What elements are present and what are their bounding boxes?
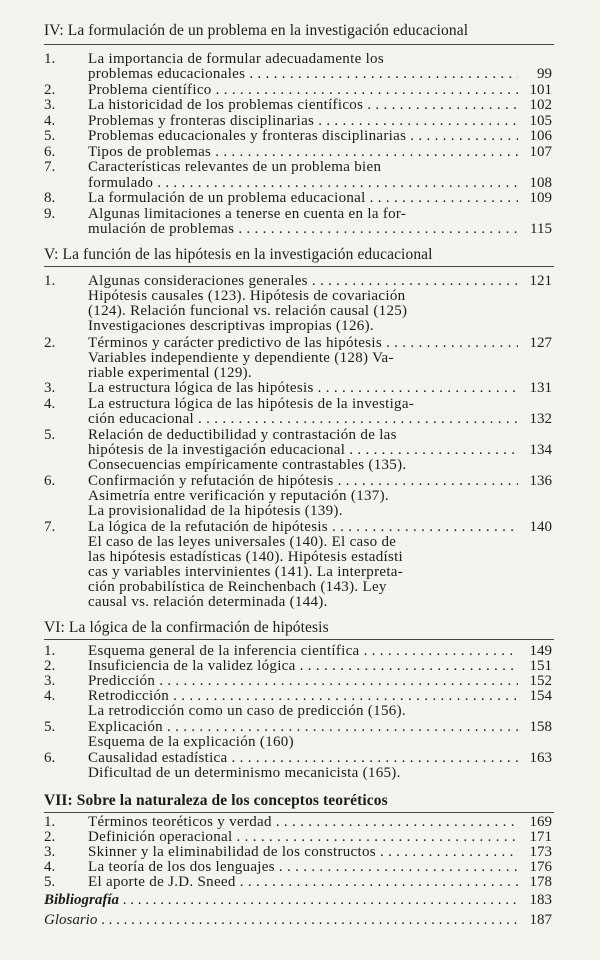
entry-text: Problemas y fronteras disciplinarias . . . [88, 114, 518, 129]
entry-text: Relación de deductibilidad y contrastación de las [88, 427, 397, 443]
chapter-title: VI: La lógica de la confirmación de hipótesis [44, 619, 329, 636]
entry-text: Confirmación y refutación de hipótesis . . . [88, 474, 518, 489]
page-number: 169 [529, 814, 552, 830]
entry-number: 2. [44, 829, 56, 845]
entry-number: 6. [44, 473, 56, 489]
entry-number: 7. [44, 159, 56, 175]
entry-subtext: Variables independiente y dependiente (128) Va- [88, 350, 394, 366]
entry-text: La historicidad de los problemas científicos . . . [88, 98, 518, 113]
page-number: 131 [529, 380, 552, 396]
divider [44, 812, 554, 813]
page-number: 101 [529, 82, 552, 98]
entry-number: 5. [44, 719, 56, 735]
entry-text: Predicción . . . [88, 674, 518, 689]
entry-number: 4. [44, 688, 56, 704]
entry-number: 9. [44, 206, 56, 222]
entry-subtext: (124). Relación funcional vs. relación causal (125) [88, 303, 408, 319]
page-number: 109 [529, 190, 552, 206]
divider [44, 44, 554, 45]
page-number: 149 [529, 643, 552, 659]
entry-number: 8. [44, 190, 56, 206]
page-number: 140 [529, 519, 552, 535]
entry-number: 5. [44, 427, 56, 443]
entry-text: La importancia de formular adecuadamente los [88, 51, 384, 67]
entry-text: ción educacional . . . [88, 412, 518, 427]
chapter-title: VII: Sobre la naturaleza de los conceptos teoréticos [44, 792, 388, 809]
entry-number: 3. [44, 844, 56, 860]
page-number: 102 [529, 97, 552, 113]
entry-text: Tipos de problemas . . . [88, 145, 518, 160]
entry-text: Skinner y la eliminabilidad de los constructos . . . [88, 845, 518, 860]
entry-subtext: Consecuencias empíricamente contrastables (135). [88, 457, 407, 473]
entry-text: Explicación . . . [88, 720, 518, 735]
entry-subtext: Esquema de la explicación (160) [88, 734, 294, 750]
page-number: 136 [529, 473, 552, 489]
chapter-title: V: La función de las hipótesis en la investigación educacional [44, 246, 433, 263]
page-number: 171 [529, 829, 552, 845]
entry-text: Términos teoréticos y verdad . . . [88, 815, 518, 830]
entry-text: Esquema general de la inferencia científica . . . [88, 644, 518, 659]
entry-text: El aporte de J.D. Sneed . . . [88, 875, 518, 890]
entry-number: 6. [44, 750, 56, 766]
entry-subtext: Asimetría entre verificación y reputación (137). [88, 488, 389, 504]
entry-text: Términos y carácter predictivo de las hipótesis . . . [88, 336, 518, 351]
entry-text: Retrodicción . . . [88, 689, 518, 704]
divider [44, 266, 554, 267]
entry-text: problemas educacionales . . . [88, 67, 518, 82]
entry-subtext: Dificultad de un determinismo mecanicista (165). [88, 765, 401, 781]
entry-subtext: ción probabilística de Reinchenbach (143). Ley [88, 579, 387, 595]
chapter-title: IV: La formulación de un problema en la investigación educacional [44, 22, 469, 39]
glossary-entry: Glosario . . . [44, 913, 519, 928]
page-number: 134 [529, 442, 552, 458]
entry-text: La estructura lógica de las hipótesis de la investiga- [88, 396, 415, 412]
page-number: 178 [529, 874, 552, 890]
entry-text: La formulación de un problema educacional . . . [88, 191, 518, 206]
page-number: 187 [529, 912, 552, 928]
entry-number: 5. [44, 128, 56, 144]
page-number: 121 [529, 273, 552, 289]
entry-text: Algunas consideraciones generales . . . [88, 274, 518, 289]
entry-text: La estructura lógica de las hipótesis . . . [88, 381, 518, 396]
bibliography-entry: Bibliografía . . . [44, 893, 519, 908]
page-number: 107 [529, 144, 552, 160]
entry-number: 4. [44, 859, 56, 875]
entry-number: 3. [44, 380, 56, 396]
page-number: 106 [529, 128, 552, 144]
entry-number: 3. [44, 97, 56, 113]
entry-number: 1. [44, 273, 56, 289]
page-number: 105 [529, 113, 552, 129]
entry-text: Problema científico . . . [88, 83, 518, 98]
page-number: 183 [529, 892, 552, 908]
entry-subtext: Investigaciones descriptivas impropias (126). [88, 318, 374, 334]
entry-number: 1. [44, 51, 56, 67]
entry-text: mulación de problemas . . . [88, 222, 518, 237]
entry-text: Problemas educacionales y fronteras disciplinarias . . . [88, 129, 518, 144]
entry-number: 3. [44, 673, 56, 689]
entry-subtext: La provisionalidad de la hipótesis (139). [88, 503, 343, 519]
entry-subtext: La retrodicción como un caso de predicción (156). [88, 703, 406, 719]
page-number: 99 [537, 66, 552, 82]
entry-number: 6. [44, 144, 56, 160]
entry-text: Definición operacional . . . [88, 830, 518, 845]
entry-number: 4. [44, 113, 56, 129]
entry-text: La lógica de la refutación de hipótesis . . . [88, 520, 518, 535]
entry-text: Causalidad estadística . . . [88, 751, 518, 766]
page-number: 115 [530, 221, 552, 237]
entry-number: 2. [44, 82, 56, 98]
page-number: 173 [529, 844, 552, 860]
entry-text: Insuficiencia de la validez lógica . . . [88, 659, 518, 674]
entry-subtext: El caso de las leyes universales (140). El caso de [88, 534, 397, 550]
entry-text: Algunas limitaciones a tenerse en cuenta en la for- [88, 206, 407, 222]
page-number: 158 [529, 719, 552, 735]
entry-number: 7. [44, 519, 56, 535]
entry-subtext: cas y variables intervinientes (141). La interpreta- [88, 564, 404, 580]
entry-text: formulado . . . [88, 176, 518, 191]
entry-number: 2. [44, 335, 56, 351]
page-number: 163 [529, 750, 552, 766]
entry-number: 1. [44, 814, 56, 830]
page-number: 108 [529, 175, 552, 191]
entry-text: La teoría de los dos lenguajes . . . [88, 860, 518, 875]
entry-number: 2. [44, 658, 56, 674]
entry-subtext: las hipótesis estadísticas (140). Hipótesis estadísti [88, 549, 404, 565]
page-number: 151 [529, 658, 552, 674]
page-number: 154 [529, 688, 552, 704]
page-number: 176 [529, 859, 552, 875]
entry-number: 5. [44, 874, 56, 890]
entry-subtext: causal vs. relación determinada (144). [88, 594, 328, 610]
page-number: 152 [529, 673, 552, 689]
page-number: 132 [529, 411, 552, 427]
entry-subtext: Hipótesis causales (123). Hipótesis de covariación [88, 288, 406, 304]
divider [44, 639, 554, 640]
entry-number: 1. [44, 643, 56, 659]
entry-text: hipótesis de la investigación educacional . . . [88, 443, 518, 458]
entry-subtext: riable experimental (129). [88, 365, 252, 381]
entry-text: Características relevantes de un problema bien [88, 159, 382, 175]
entry-number: 4. [44, 396, 56, 412]
page-number: 127 [529, 335, 552, 351]
